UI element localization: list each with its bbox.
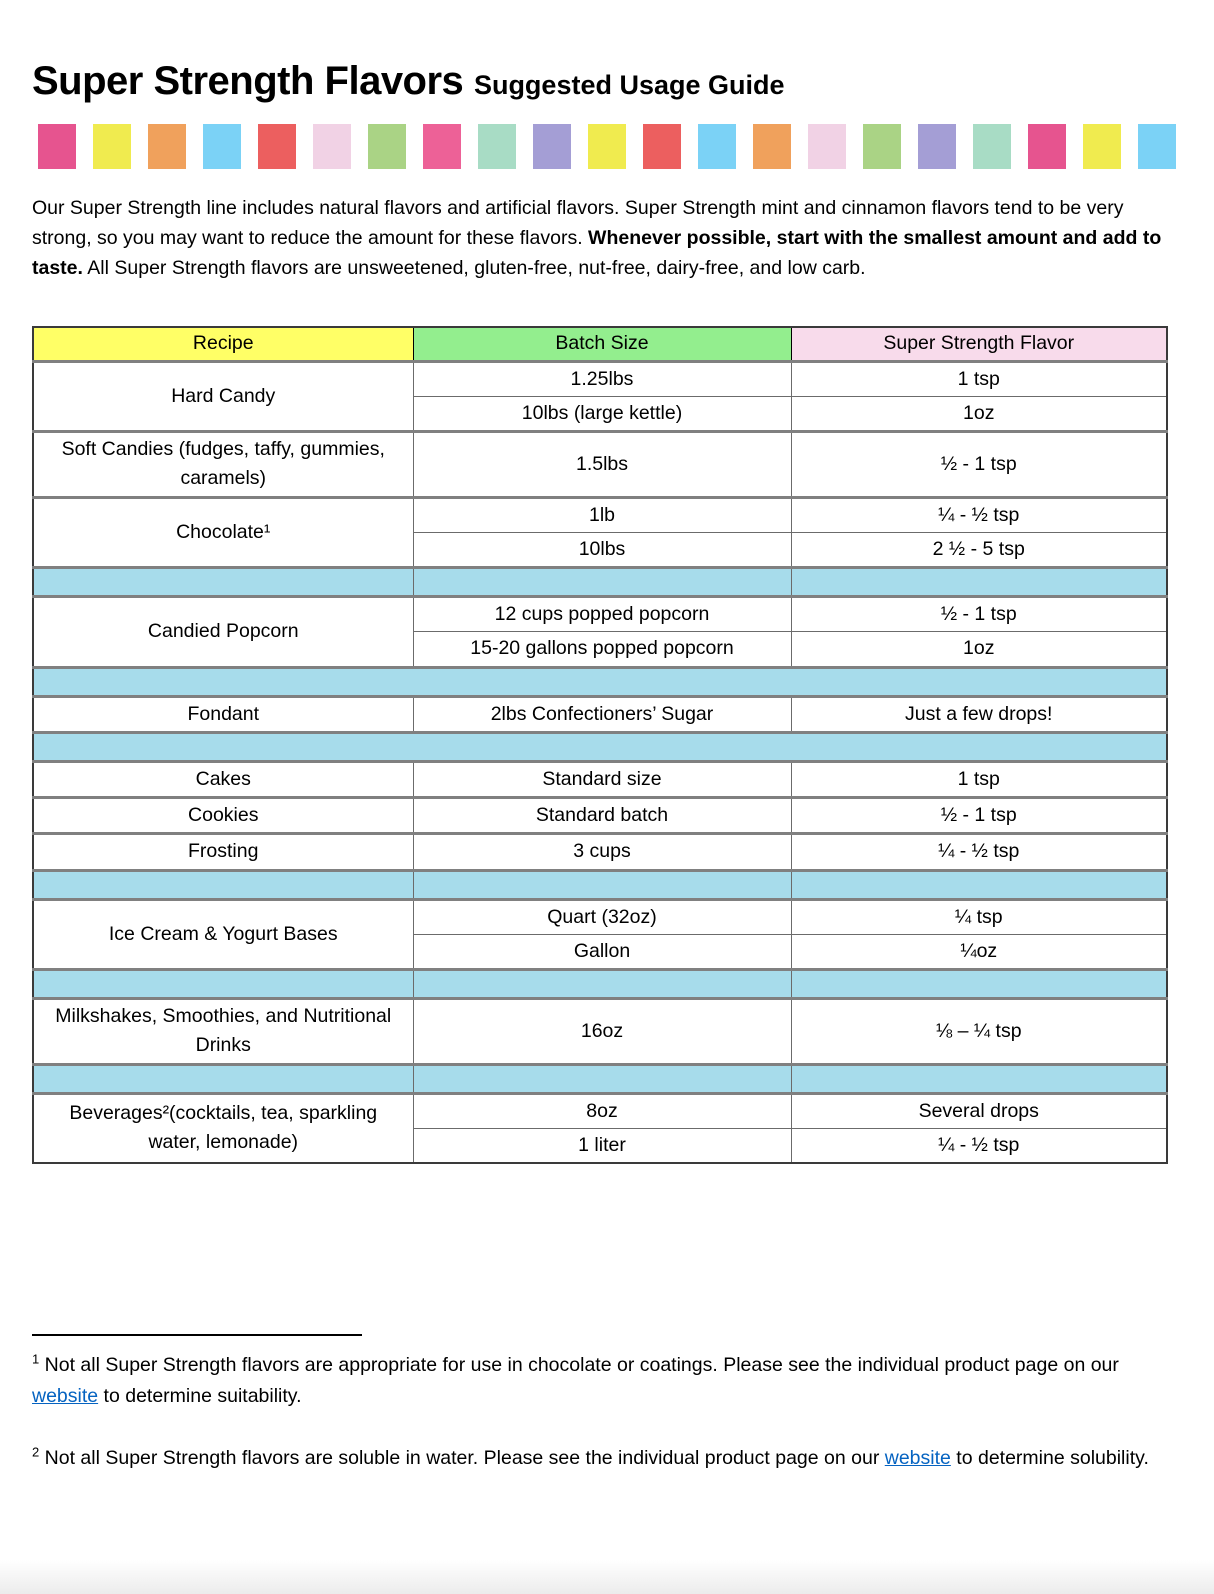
spacer-row bbox=[33, 1064, 1167, 1093]
color-swatch bbox=[478, 124, 516, 169]
flavor-cell: ¼ - ½ tsp bbox=[791, 1128, 1167, 1163]
color-swatch bbox=[863, 124, 901, 169]
spacer-cell bbox=[33, 1064, 413, 1093]
spacer-cell bbox=[413, 870, 791, 899]
batch-cell: 10lbs bbox=[413, 532, 791, 567]
flavor-cell: 1oz bbox=[791, 632, 1167, 667]
footnote-1-text-before: Not all Super Strength flavors are appropriate for use in chocolate or coatings. Please see the individual product page on our bbox=[39, 1354, 1119, 1377]
color-swatch bbox=[423, 124, 461, 169]
color-swatch bbox=[533, 124, 571, 169]
batch-cell: 8oz bbox=[413, 1093, 791, 1128]
color-swatch bbox=[38, 124, 76, 169]
table-row bbox=[33, 999, 1167, 1065]
batch-cell: 16oz bbox=[413, 999, 791, 1065]
spacer-row bbox=[33, 568, 1167, 597]
footnote-2-text-after: to determine solubility. bbox=[950, 1446, 1149, 1469]
color-swatch bbox=[258, 124, 296, 169]
spacer-cell bbox=[33, 667, 1167, 696]
column-header-recipe: Recipe bbox=[33, 327, 413, 362]
batch-cell: Standard size bbox=[413, 761, 791, 797]
table-row bbox=[33, 1093, 1167, 1128]
spacer-row bbox=[33, 870, 1167, 899]
batch-cell: 1.5lbs bbox=[413, 432, 791, 498]
spacer-cell bbox=[33, 732, 1167, 761]
recipe-cell: Milkshakes, Smoothies, and Nutritional Drinks bbox=[33, 999, 413, 1065]
page-subtitle: Suggested Usage Guide bbox=[473, 70, 785, 100]
flavor-cell: 1oz bbox=[791, 396, 1167, 431]
spacer-cell bbox=[413, 568, 791, 597]
recipe-cell: Hard Candy bbox=[33, 361, 413, 432]
recipe-cell: Candied Popcorn bbox=[33, 597, 413, 668]
batch-cell: 1lb bbox=[413, 497, 791, 532]
intro-bold-text: Whenever possible, start with the smallest amount and add to taste. bbox=[32, 227, 1162, 280]
color-swatch bbox=[203, 124, 241, 169]
color-swatch bbox=[1028, 124, 1066, 169]
flavor-cell: ¼ - ½ tsp bbox=[791, 834, 1167, 870]
batch-cell: Gallon bbox=[413, 934, 791, 969]
table-header-row bbox=[33, 327, 1167, 362]
usage-table-body bbox=[33, 361, 1167, 1163]
usage-table bbox=[32, 326, 1168, 1165]
color-swatch bbox=[698, 124, 736, 169]
table-row bbox=[33, 899, 1167, 934]
spacer-row bbox=[33, 667, 1167, 696]
footnote-separator bbox=[32, 1334, 362, 1336]
footnote-1-text-after: to determine suitability. bbox=[98, 1385, 302, 1408]
footnote-2 bbox=[32, 1443, 1152, 1474]
recipe-cell: Soft Candies (fudges, taffy, gummies, caramels) bbox=[33, 432, 413, 498]
batch-cell: Quart (32oz) bbox=[413, 899, 791, 934]
recipe-cell: Ice Cream & Yogurt Bases bbox=[33, 899, 413, 970]
spacer-row bbox=[33, 732, 1167, 761]
recipe-cell: Frosting bbox=[33, 834, 413, 870]
table-row bbox=[33, 834, 1167, 870]
spacer-cell bbox=[791, 970, 1167, 999]
intro-text-2: All Super Strength flavors are unsweetened, gluten-free, nut-free, dairy-free, and low carb. bbox=[82, 257, 866, 280]
recipe-cell: Beverages²(cocktails, tea, sparkling water, lemonade) bbox=[33, 1093, 413, 1163]
spacer-cell bbox=[791, 1064, 1167, 1093]
flavor-cell: ½ - 1 tsp bbox=[791, 432, 1167, 498]
website-link-1[interactable]: website bbox=[32, 1385, 99, 1408]
color-swatch bbox=[368, 124, 406, 169]
table-row bbox=[33, 432, 1167, 498]
spacer-cell bbox=[791, 568, 1167, 597]
page-title bbox=[32, 58, 1166, 104]
flavor-cell: ½ - 1 tsp bbox=[791, 798, 1167, 834]
spacer-cell bbox=[33, 870, 413, 899]
color-swatch bbox=[973, 124, 1011, 169]
title-main: Super Strength Flavors bbox=[32, 59, 464, 103]
intro-text-1: Our Super Strength line includes natural flavors and artificial flavors. Super Strength mint and cinnamon flavors tend to be very strong, so you may want to reduce the amount for these flavors. bbox=[32, 197, 1124, 250]
color-swatch bbox=[1138, 124, 1176, 169]
flavor-cell: ¼oz bbox=[791, 934, 1167, 969]
spacer-cell bbox=[33, 568, 413, 597]
batch-cell: 1.25lbs bbox=[413, 361, 791, 396]
spacer-row bbox=[33, 970, 1167, 999]
recipe-cell: Cookies bbox=[33, 798, 413, 834]
batch-cell: 10lbs (large kettle) bbox=[413, 396, 791, 431]
column-header-flavor: Super Strength Flavor bbox=[791, 327, 1167, 362]
color-swatch bbox=[643, 124, 681, 169]
table-row bbox=[33, 696, 1167, 732]
table-row bbox=[33, 361, 1167, 396]
website-link-2[interactable]: website bbox=[884, 1446, 951, 1469]
batch-cell: 2lbs Confectioners’ Sugar bbox=[413, 696, 791, 732]
flavor-cell: ½ - 1 tsp bbox=[791, 597, 1167, 632]
spacer-cell bbox=[791, 870, 1167, 899]
footnote-1 bbox=[32, 1350, 1152, 1412]
color-stripe bbox=[38, 124, 1160, 169]
color-swatch bbox=[753, 124, 791, 169]
color-swatch bbox=[148, 124, 186, 169]
spacer-cell bbox=[413, 970, 791, 999]
batch-cell: 3 cups bbox=[413, 834, 791, 870]
color-swatch bbox=[808, 124, 846, 169]
batch-cell: 1 liter bbox=[413, 1128, 791, 1163]
intro-paragraph bbox=[32, 193, 1166, 284]
color-swatch bbox=[918, 124, 956, 169]
footnote-2-text-before: Not all Super Strength flavors are soluble in water. Please see the individual product page on our bbox=[39, 1446, 885, 1469]
table-row bbox=[33, 761, 1167, 797]
flavor-cell: 1 tsp bbox=[791, 361, 1167, 396]
recipe-cell: Cakes bbox=[33, 761, 413, 797]
flavor-cell: Several drops bbox=[791, 1093, 1167, 1128]
table-row bbox=[33, 497, 1167, 532]
batch-cell: Standard batch bbox=[413, 798, 791, 834]
page-edge-shade bbox=[0, 1560, 1214, 1594]
color-swatch bbox=[1083, 124, 1121, 169]
flavor-cell: ¼ tsp bbox=[791, 899, 1167, 934]
table-row bbox=[33, 798, 1167, 834]
flavor-cell: ⅛ – ¼ tsp bbox=[791, 999, 1167, 1065]
recipe-cell: Fondant bbox=[33, 696, 413, 732]
column-header-batch-size: Batch Size bbox=[413, 327, 791, 362]
flavor-cell: 2 ½ - 5 tsp bbox=[791, 532, 1167, 567]
color-swatch bbox=[93, 124, 131, 169]
footnote-1-marker: 1 bbox=[32, 1351, 40, 1367]
spacer-cell bbox=[413, 1064, 791, 1093]
flavor-cell: ¼ - ½ tsp bbox=[791, 497, 1167, 532]
color-swatch bbox=[313, 124, 351, 169]
flavor-cell: 1 tsp bbox=[791, 761, 1167, 797]
batch-cell: 15-20 gallons popped popcorn bbox=[413, 632, 791, 667]
flavor-cell: Just a few drops! bbox=[791, 696, 1167, 732]
color-swatch bbox=[588, 124, 626, 169]
table-row bbox=[33, 597, 1167, 632]
spacer-cell bbox=[33, 970, 413, 999]
batch-cell: 12 cups popped popcorn bbox=[413, 597, 791, 632]
recipe-cell: Chocolate¹ bbox=[33, 497, 413, 568]
footnote-2-marker: 2 bbox=[32, 1444, 40, 1460]
